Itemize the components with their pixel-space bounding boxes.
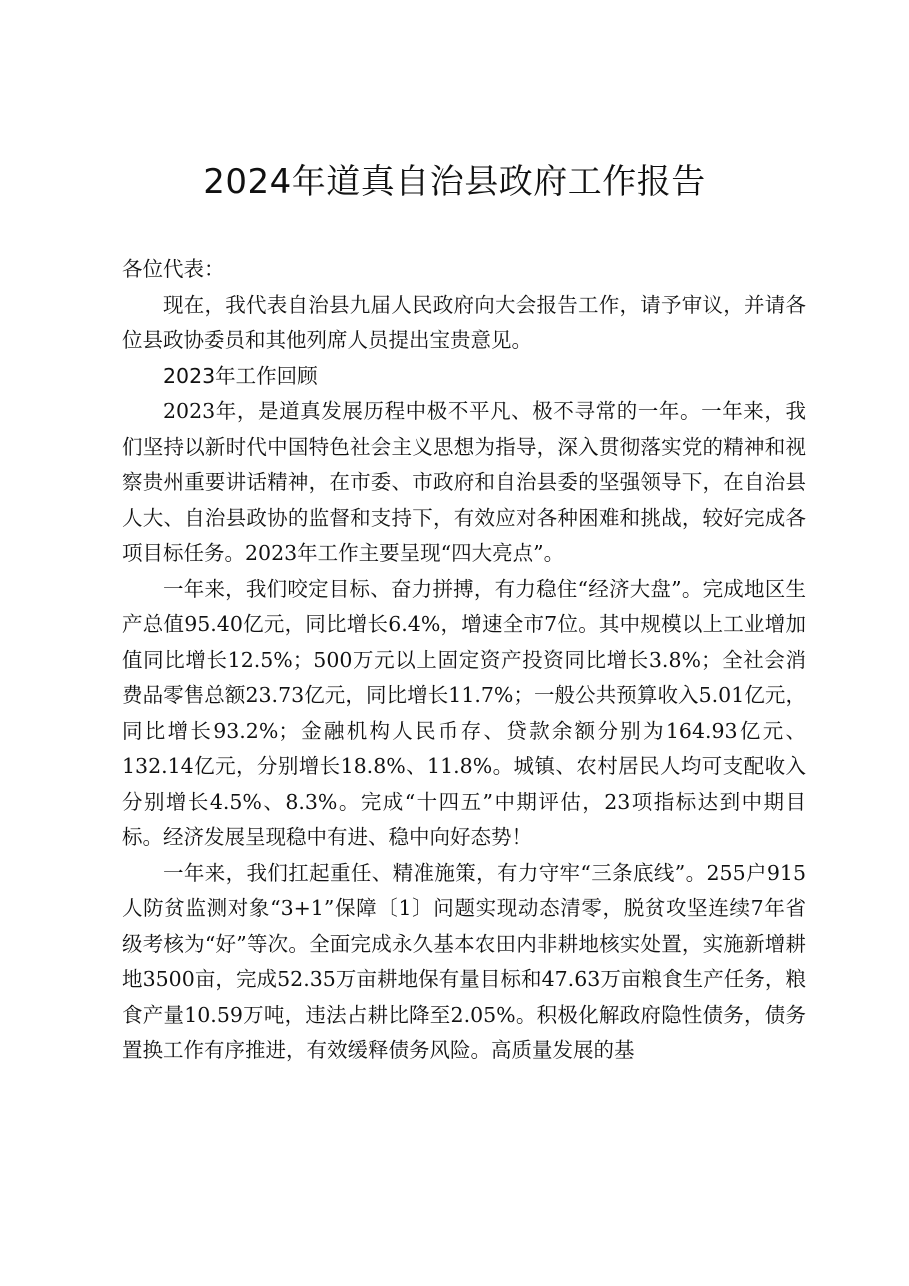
body-paragraph-economy: 一年来，我们咬定目标、奋力拼搏，有力稳住“经济大盘”。完成地区生产总值95.40亿元，同比增长6.4%，增速全市7位。其中规模以上工业增加值同比增长12.5%；500万元以上固定资产投资同比增长3.8%；全社会消费品零售总额23.73亿元，同比增长11.7%；一般公共预算收入5.01亿元，同比增长93.2%；金融机构人民币存、贷款余额分别为164.93亿元、132.14亿元，分别增长18.8%、11.8%。城镇、农村居民人均可支配收入分别增长4.5%、8.3%。完成“十四五”中期评估，23项指标达到中期目标。经济发展呈现稳中有进、稳中向好态势！ — [122, 576, 806, 849]
section-heading: 2023年工作回顾 — [163, 363, 318, 388]
document-body — [122, 252, 806, 1069]
intro-paragraph: 现在，我代表自治县九届人民政府向大会报告工作，请予审议，并请各位县政协委员和其他列席人员提出宝贵意见。 — [122, 292, 806, 352]
body-paragraph-overview: 2023年，是道真发展历程中极不平凡、极不寻常的一年。一年来，我们坚持以新时代中国特色社会主义思想为指导，深入贯彻落实党的精神和视察贵州重要讲话精神，在市委、市政府和自治县委的坚强领导下，在自治县人大、自治县政协的监督和支持下，有效应对各种困难和挑战，较好完成各项目标任务。2023年工作主要呈现“四大亮点”。 — [122, 399, 806, 565]
salutation: 各位代表： — [122, 257, 225, 281]
document-title: 2024年道真自治县政府工作报告 — [203, 162, 706, 202]
body-paragraph-bottom-lines: 一年来，我们扛起重任、精准施策，有力守牢“三条底线”。255户915人防贫监测对象“3+1”保障〔1〕问题实现动态清零，脱贫攻坚连续7年省级考核为“好”等次。全面完成永久基本农田内非耕地核实处置，实施新增耕地3500亩，完成52.35万亩耕地保有量目标和47.63万亩粮食生产任务，粮食产量10.59万吨，违法占耕比降至2.05%。积极化解政府隐性债务，债务置换工作有序推进，有效缓释债务风险。高质量发展的基 — [122, 860, 806, 1062]
